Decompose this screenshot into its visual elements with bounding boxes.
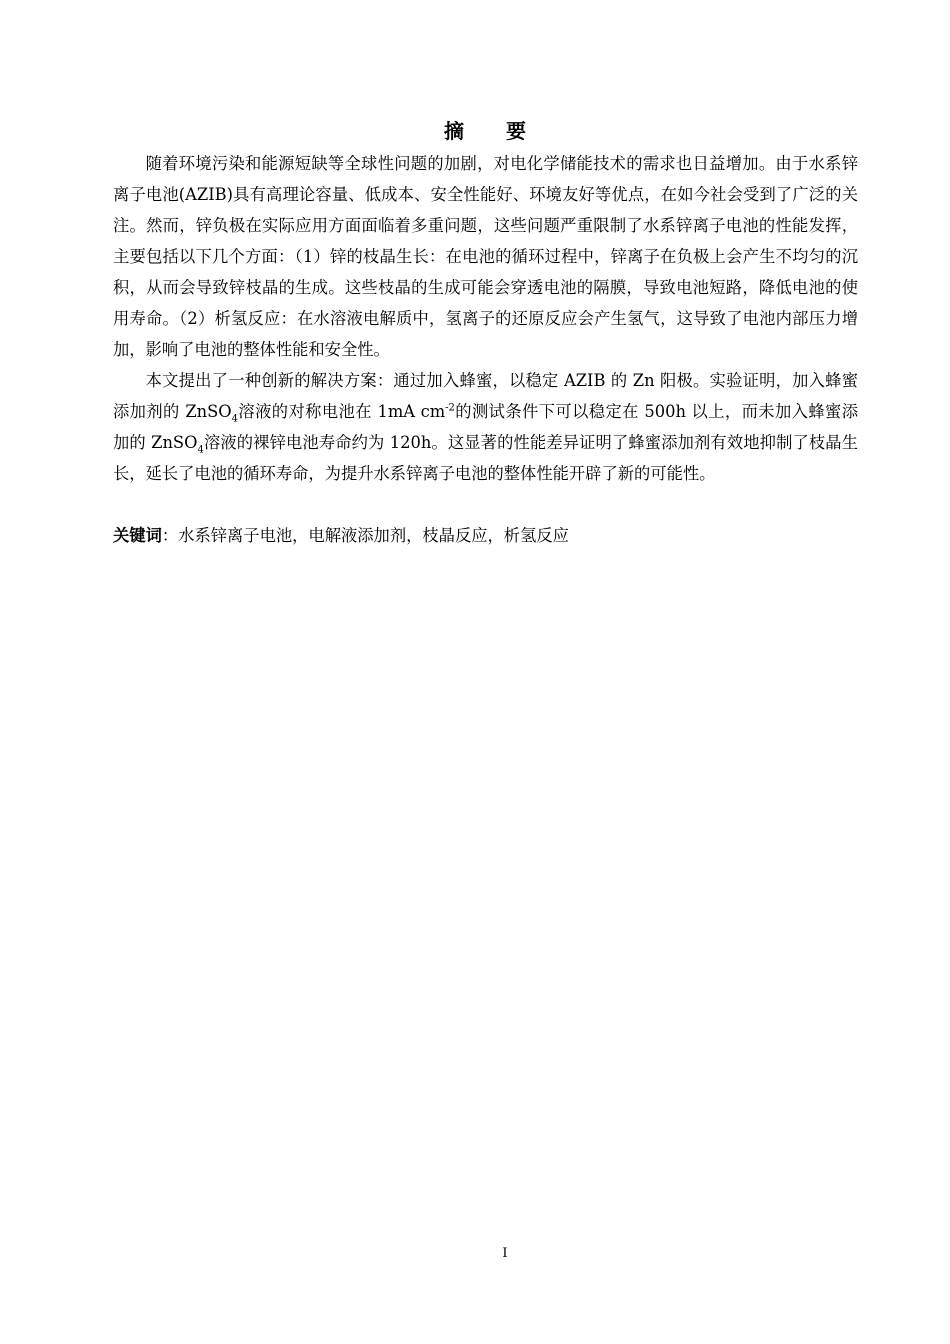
keywords-line [113,520,858,551]
page-number: I [502,1246,508,1261]
subscript-4: 4 [231,413,238,425]
keywords-text: 水系锌离子电池，电解液添加剂，枝晶反应，析氢反应 [178,526,569,545]
keywords-separator: ： [161,526,179,545]
paragraph-2-segment-4: 溶液的裸锌电池寿命约为 120h。这显著的性能差异证明了蜂蜜添加剂有效地抑制了枝晶生长，延长了电池的循环寿命，为提升水系锌离子电池的整体性能开辟了新的可能性。 [113,433,858,483]
keywords-label: 关键词 [113,526,162,545]
subscript-4: 4 [197,444,204,456]
page-title [0,116,950,146]
abstract-body [113,148,858,551]
title-char-2: 要 [506,119,526,143]
abstract-paragraph-2 [113,365,858,489]
abstract-paragraph-1: 随着环境污染和能源短缺等全球性问题的加剧，对电化学储能技术的需求也日益增加。由于水系锌离子电池(AZIB)具有高理论容量、低成本、安全性能好、环境友好等优点，在如今社会受到了广泛的关注。然而，锌负极在实际应用方面面临着多重问题，这些问题严重限制了水系锌离子电池的性能发挥，主要包括以下几个方面：（1）锌的枝晶生长：在电池的循环过程中，锌离子在负极上会产生不均匀的沉积，从而会导致锌枝晶的生成。这些枝晶的生成可能会穿透电池的隔膜，导致电池短路，降低电池的使用寿命。（2）析氢反应：在水溶液电解质中，氢离子的还原反应会产生氢气，这导致了电池内部压力增加，影响了电池的整体性能和安全性。 [113,154,858,359]
title-char-1: 摘 [444,119,464,143]
paragraph-2-segment-2: 溶液的对称电池在 1mA cm [238,402,446,421]
paragraph-2-segment-3: 的测试条件下可以稳定在 500h 以上，而未加入蜂蜜添加的 ZnSO [113,402,858,452]
paragraph-2-segment-1: 本文提出了一种创新的解决方案：通过加入蜂蜜，以稳定 AZIB 的 Zn 阳极。实验证明，加入蜂蜜添加剂的 ZnSO [113,371,858,421]
superscript-minus-2: -2 [445,402,455,414]
